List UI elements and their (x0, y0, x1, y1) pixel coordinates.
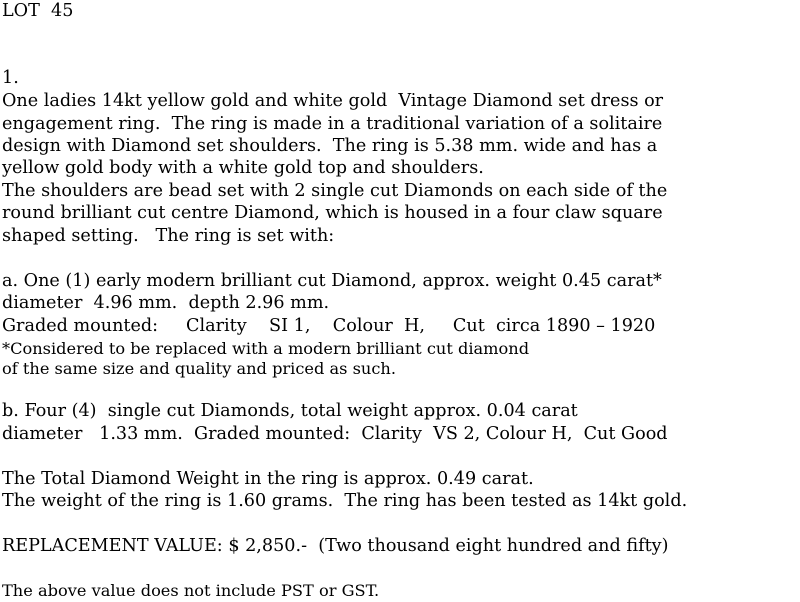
stone-a-line: a. One (1) early modern brilliant cut Diamond, approx. weight 0.45 carat* (2, 271, 662, 291)
description-line: design with Diamond set shoulders. The ring is 5.38 mm. wide and has a (2, 136, 658, 156)
item-number: 1. (2, 68, 19, 88)
ring-weight: The weight of the ring is 1.60 grams. The ring has been tested as 14kt gold. (2, 491, 688, 511)
stone-a-note: *Considered to be replaced with a modern brilliant cut diamond (2, 339, 530, 358)
description-line: One ladies 14kt yellow gold and white gold Vintage Diamond set dress or (2, 91, 664, 111)
tax-note: The above value does not include PST or GST. (2, 581, 380, 600)
description-line: yellow gold body with a white gold top and shoulders. (2, 158, 484, 178)
description-line: engagement ring. The ring is made in a traditional variation of a solitaire (2, 114, 663, 134)
description-line: round brilliant cut centre Diamond, which is housed in a four claw square (2, 203, 663, 223)
total-diamond-weight: The Total Diamond Weight in the ring is approx. 0.49 carat. (2, 469, 534, 489)
replacement-value: REPLACEMENT VALUE: $ 2,850.- (Two thousand eight hundred and fifty) (2, 536, 669, 556)
stone-a-grading: Graded mounted: Clarity SI 1, Colour H, Cut circa 1890 – 1920 (2, 316, 656, 336)
stone-a-note: of the same size and quality and priced as such. (2, 359, 396, 378)
lot-title: LOT 45 (2, 1, 74, 21)
description-line: shaped setting. The ring is set with: (2, 226, 335, 246)
stone-b-line: b. Four (4) single cut Diamonds, total weight approx. 0.04 carat (2, 401, 578, 421)
description-line: The shoulders are bead set with 2 single cut Diamonds on each side of the (2, 181, 668, 201)
stone-b-line: diameter 1.33 mm. Graded mounted: Clarity VS 2, Colour H, Cut Good (2, 424, 668, 444)
stone-a-line: diameter 4.96 mm. depth 2.96 mm. (2, 293, 330, 313)
